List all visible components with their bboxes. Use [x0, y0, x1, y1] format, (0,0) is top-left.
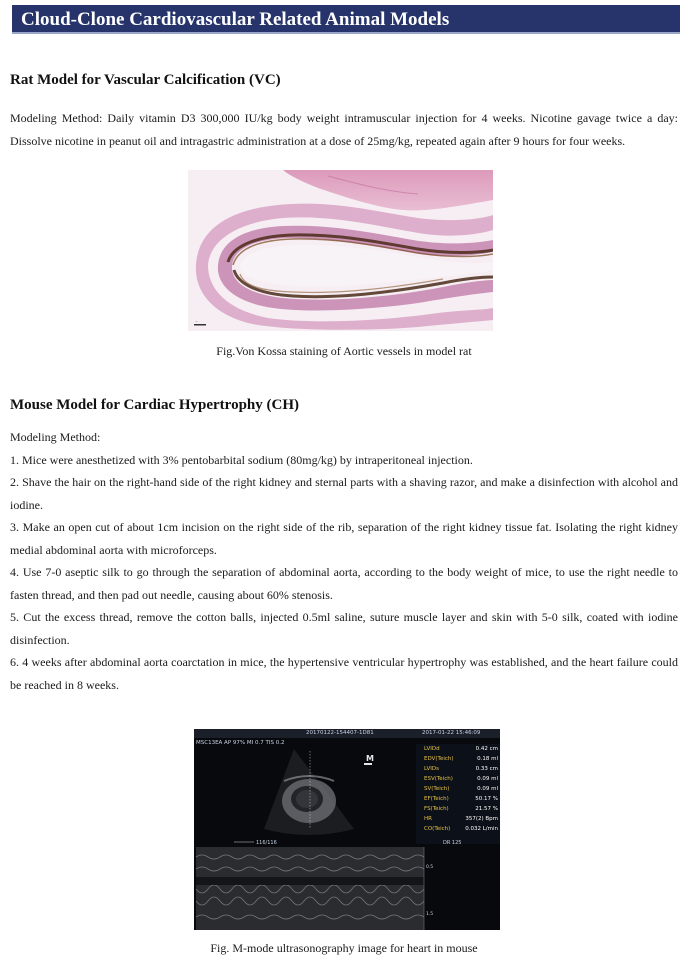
- ch-step-5: 5. Cut the excess thread, remove the cotton balls, injected 0.5ml saline, suture muscle layer and skin with 5-0 silk, coated with iodine disinfection.: [10, 610, 678, 647]
- ultrasound-measurement-panel: [416, 744, 500, 844]
- svg-text:—: —: [195, 319, 198, 323]
- ultrasound-sweep-counter: 116/116: [256, 840, 277, 846]
- ultrasound-dr-label: DR 125: [443, 840, 462, 846]
- measurement-value: 0.33 cm: [475, 766, 498, 772]
- measurement-value: 50.17 %: [475, 796, 498, 802]
- measurement-value: 21.57 %: [475, 806, 498, 812]
- ultrasound-depth-mark-1: 0.5: [426, 865, 434, 870]
- ultrasound-m-marker: M: [366, 754, 374, 763]
- measurement-value: 0.032 L/min: [465, 826, 498, 832]
- ultrasound-datetime: 2017-01-22 15:46:09: [422, 730, 481, 736]
- ch-step-6: 6. 4 weeks after abdominal aorta coarctation in mice, the hypertensive ventricular hypertrophy was established, and the heart failure could be reached in 8 weeks.: [10, 655, 678, 692]
- ch-modeling-method-list: [10, 426, 678, 696]
- vc-modeling-method-paragraph: Modeling Method: Daily vitamin D3 300,000 IU/kg body weight intramuscular injection for 4 weeks. Nicotine gavage twice a day: Dissolve nicotine in peanut oil and intragastric administration at a dose of 25mg/kg, repeated again after 9 hours for four weeks.: [10, 111, 678, 148]
- measurement-label: LVIDs: [424, 766, 439, 772]
- measurement-value: 0.09 ml: [477, 776, 498, 782]
- measurement-label: LVIDd: [424, 746, 440, 752]
- measurement-label: CO(Teich): [424, 826, 451, 832]
- section-heading-cardiac-hypertrophy: Mouse Model for Cardiac Hypertrophy (CH): [10, 397, 299, 413]
- ultrasound-depth-mark-2: 1.5: [426, 912, 434, 917]
- measurement-label: ESV(Teich): [424, 776, 453, 782]
- ch-step-3: 3. Make an open cut of about 1cm incision on the right side of the rib, separation of the right kidney tissue fat. Isolating the right kidney medial abdominal aorta with microforceps.: [10, 520, 678, 557]
- measurement-label: HR: [424, 816, 432, 822]
- ch-modeling-intro: Modeling Method:: [10, 430, 101, 444]
- section-heading-vascular-calcification: Rat Model for Vascular Calcification (VC): [10, 72, 281, 88]
- vc-figure-caption: Fig.Von Kossa staining of Aortic vessels in model rat: [216, 344, 472, 358]
- m-mode-ultrasound-image: [194, 729, 500, 930]
- measurement-label: SV(Teich): [424, 786, 450, 792]
- measurement-label: EDV(Teich): [424, 756, 454, 762]
- document-banner-title: Cloud-Clone Cardiovascular Related Animal Models: [12, 5, 680, 34]
- ch-step-1: 1. Mice were anesthetized with 3% pentobarbital sodium (80mg/kg) by intraperitoneal injection.: [10, 452, 473, 467]
- measurement-label: FS(Teich): [424, 806, 449, 812]
- measurement-value: 0.09 ml: [477, 786, 498, 792]
- measurement-value: 0.42 cm: [475, 746, 498, 752]
- von-kossa-staining-image: [188, 170, 493, 331]
- ultrasound-patient-id: 20170122-154407-1D81: [306, 730, 374, 736]
- measurement-value: 357(2) Bpm: [465, 816, 498, 822]
- ch-step-2: 2. Shave the hair on the right-hand side of the right kidney and sternal parts with a shaving razor, and make a disinfection with alcohol and iodine.: [10, 475, 678, 512]
- measurement-value: 0.18 ml: [477, 756, 498, 762]
- measurement-label: EF(Teich): [424, 796, 449, 802]
- ultrasound-probe-settings: MSC13EA AP 97% MI 0.7 TIS 0.2: [196, 740, 285, 746]
- ch-step-4: 4. Use 7-0 aseptic silk to go through the separation of abdominal aorta, according to the body weight of mice, to use the right needle to fasten thread, and then pad out needle, causing about 60% stenosis.: [10, 565, 678, 602]
- ch-figure-caption: Fig. M-mode ultrasonography image for heart in mouse: [210, 941, 478, 955]
